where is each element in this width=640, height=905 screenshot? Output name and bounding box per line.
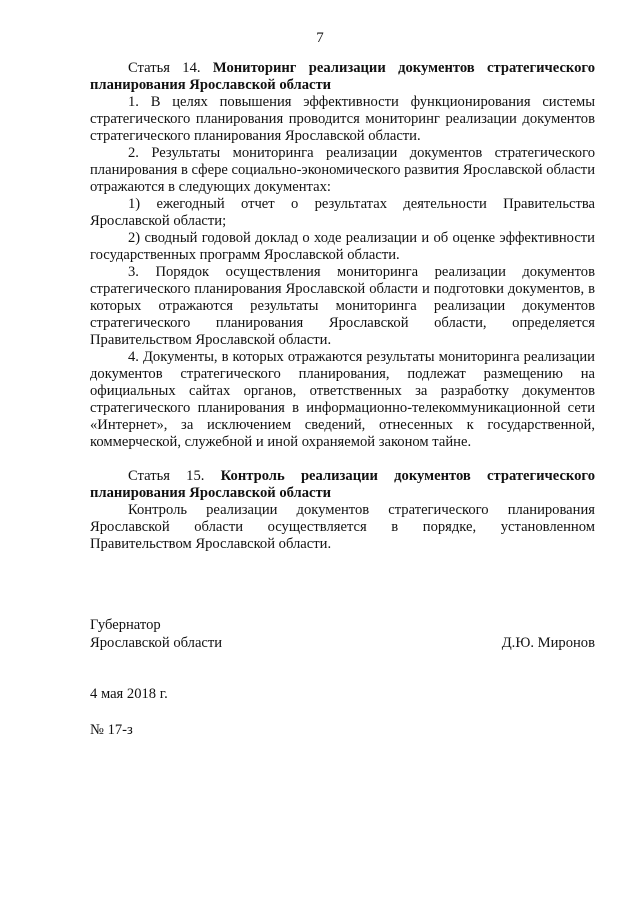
signature-position-line1: Губернатор <box>90 617 161 633</box>
article-14-heading <box>90 60 595 94</box>
signature-name: Д.Ю. Миронов <box>501 635 595 651</box>
document-date: 4 мая 2018 г. <box>90 686 168 702</box>
article-15-title: Контроль реализации документов стратегического планирования Ярославской области <box>90 468 595 501</box>
document-number: № 17-з <box>90 722 133 738</box>
article-14-title: Мониторинг реализации документов стратегического планирования Ярославской области <box>90 60 595 93</box>
signature-block <box>90 616 595 652</box>
document-body <box>90 60 595 553</box>
page-number: 7 <box>316 30 324 46</box>
article-14-item: 3. Порядок осуществления мониторинга реализации документов стратегического планирования Ярославской области и подготовки документов, в которых отражаются результаты мониторинга реализации документов стратегического планирования Ярославской области, определяется Правительством Ярославской области. <box>90 264 595 348</box>
article-14-item: 4. Документы, в которых отражаются результаты мониторинга реализации документов стратегического планирования, подлежат размещению на официальных сайтах органов, ответственных за разработку документов стратегического планирования в информационно-телекоммуникационной сети «Интернет», за исключением сведений, отнесенных к государственной, коммерческой, служебной и иной охраняемой законом тайне. <box>90 349 595 450</box>
article-14-item: 2) сводный годовой доклад о ходе реализации и об оценке эффективности государственных программ Ярославской области. <box>90 230 595 263</box>
article-14-label: Статья 14. <box>128 60 201 76</box>
article-15-heading <box>90 468 595 502</box>
article-14-item: 2. Результаты мониторинга реализации документов стратегического планирования в сфере социально-экономического развития Ярославской области отражаются в следующих документах: <box>90 145 595 195</box>
article-14-item: 1) ежегодный отчет о результатах деятельности Правительства Ярославской области; <box>90 196 595 229</box>
article-14-item: 1. В целях повышения эффективности функционирования системы стратегического планирования проводится мониторинг реализации документов стратегического планирования Ярославской области. <box>90 94 595 144</box>
signature-position-line2: Ярославской области <box>90 635 223 651</box>
article-15-label: Статья 15. <box>128 468 205 484</box>
article-15-text: Контроль реализации документов стратегического планирования Ярославской области осуществляется в порядке, установленном Правительством Ярославской области. <box>90 502 595 552</box>
